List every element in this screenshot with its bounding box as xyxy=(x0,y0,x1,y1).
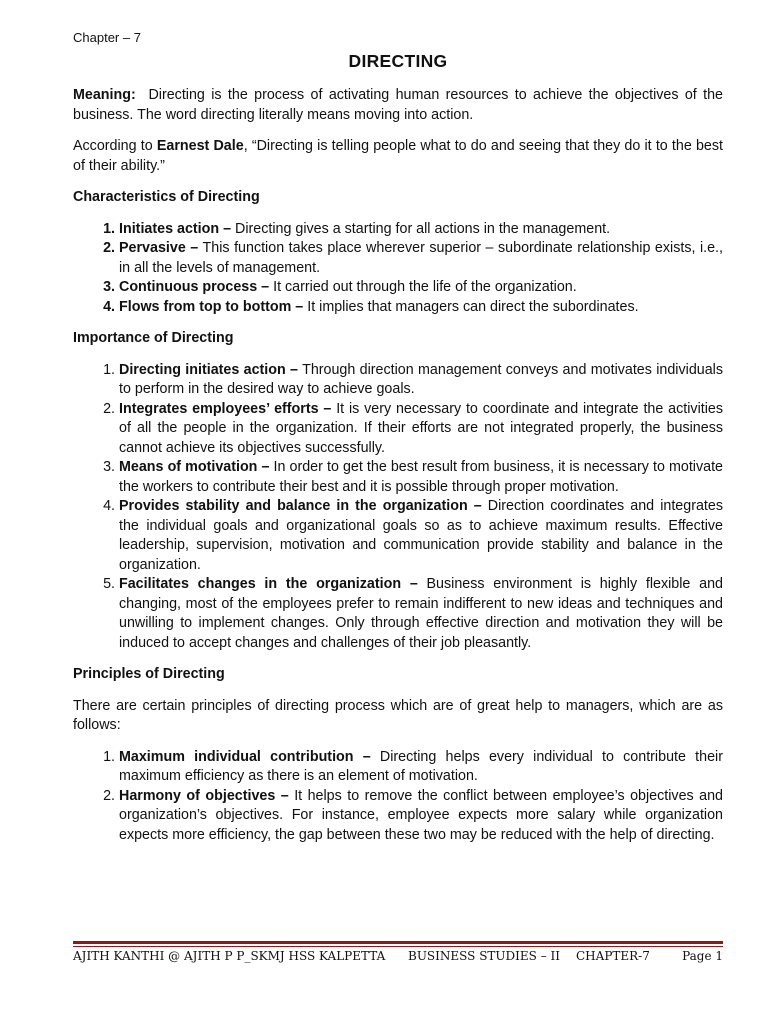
list-item xyxy=(119,400,723,459)
item-text: It carried out through the life of the organization. xyxy=(269,279,577,295)
quote-prefix: According to xyxy=(73,138,157,154)
list-item xyxy=(119,298,723,318)
list-item xyxy=(119,575,723,653)
chapter-label: Chapter – 7 xyxy=(73,30,141,45)
item-text: It implies that managers can direct the subordinates. xyxy=(303,298,639,315)
quote-text: , “Directing is telling people what to do and seeing that they do it to the best of their ability.” xyxy=(73,138,723,174)
importance-heading: Importance of Directing xyxy=(73,330,234,346)
list-item xyxy=(119,787,723,846)
item-text: In order to get the best result from business, it is necessary to motivate the workers to contribute their best and it is possible through proper motivation. xyxy=(119,459,724,495)
item-text: Directing helps every individual to contribute their maximum efficiency as there is an element of motivation. xyxy=(119,748,723,784)
item-title: Provides stability and balance in the organization – xyxy=(119,498,482,514)
list-item xyxy=(119,361,723,400)
footer-chapter: CHAPTER-7 xyxy=(576,949,650,963)
item-title: Means of motivation – xyxy=(119,459,270,475)
principles-heading: Principles of Directing xyxy=(73,666,225,682)
item-title: Maximum individual contribution – xyxy=(119,748,371,765)
item-text: Directing gives a starting for all actions in the management. xyxy=(231,220,611,237)
list-item xyxy=(119,748,723,787)
importance-list xyxy=(73,361,723,654)
item-title: Initiates action – xyxy=(119,220,232,237)
footer-subject: BUSINESS STUDIES – II xyxy=(408,949,560,963)
item-title: Directing initiates action – xyxy=(119,361,299,378)
item-title: Facilitates changes in the organization – xyxy=(119,576,418,592)
list-item xyxy=(119,458,723,497)
footer-page-number: Page 1 xyxy=(682,949,723,963)
item-text: Direction coordinates and integrates the individual goals and organizational goals so as to achieve maximum results. Effective leadership, supervision, motivation and communication provide stability and balance in the organization. xyxy=(119,498,723,573)
item-title: Integrates employees’ efforts – xyxy=(119,400,332,417)
quote-paragraph xyxy=(73,137,723,176)
meaning-text: Directing is the process of activating human resources to achieve the objectives of the business. The word directing literally means moving into action. xyxy=(73,87,723,123)
meaning-paragraph xyxy=(73,86,723,125)
list-item xyxy=(119,239,723,278)
page-content xyxy=(73,30,723,857)
footer-rule-thick xyxy=(73,941,723,944)
item-text: This function takes place wherever superior – subordinate relationship exists, i.e., in all the levels of management. xyxy=(119,240,724,276)
principles-list xyxy=(73,748,723,846)
characteristics-heading: Characteristics of Directing xyxy=(73,189,260,205)
meaning-label: Meaning: xyxy=(73,87,136,103)
footer-rule-thin xyxy=(73,946,723,947)
item-text: It helps to remove the conflict between employee’s objectives and organization’s objectives. For instance, employee expects more salary while organization expects more efficiency, the gap between these two may be reduced with the help of directing. xyxy=(119,787,723,843)
list-item xyxy=(119,278,723,298)
principles-intro: There are certain principles of directing process which are of great help to managers, which are as follows: xyxy=(73,697,723,733)
list-item xyxy=(119,220,723,240)
item-text: Business environment is highly flexible and changing, most of the employees prefer to remain indifferent to new ideas and techniques and unwilling to implement changes. Only through effective direction and motivation they will be induced to accept changes and challenges of their job pleasantly. xyxy=(119,576,723,651)
page-footer xyxy=(73,949,723,967)
item-title: Continuous process – xyxy=(119,279,270,295)
item-text: Through direction management conveys and motivates individuals to perform in the desired way to achieve goals. xyxy=(119,361,723,397)
item-title: Pervasive – xyxy=(119,240,199,256)
list-item xyxy=(119,497,723,575)
item-title: Flows from top to bottom – xyxy=(119,298,304,315)
item-title: Harmony of objectives – xyxy=(119,787,289,804)
quote-author: Earnest Dale xyxy=(156,138,244,154)
page-title: DIRECTING xyxy=(348,51,448,71)
characteristics-list xyxy=(73,220,723,318)
item-text: It is very necessary to coordinate and integrate the activities of all the people in the organization. If their efforts are not integrated properly, the business cannot achieve its objectives successfully. xyxy=(119,400,723,456)
footer-author: AJITH KANTHI @ AJITH P P_SKMJ HSS KALPETTA xyxy=(73,949,386,963)
